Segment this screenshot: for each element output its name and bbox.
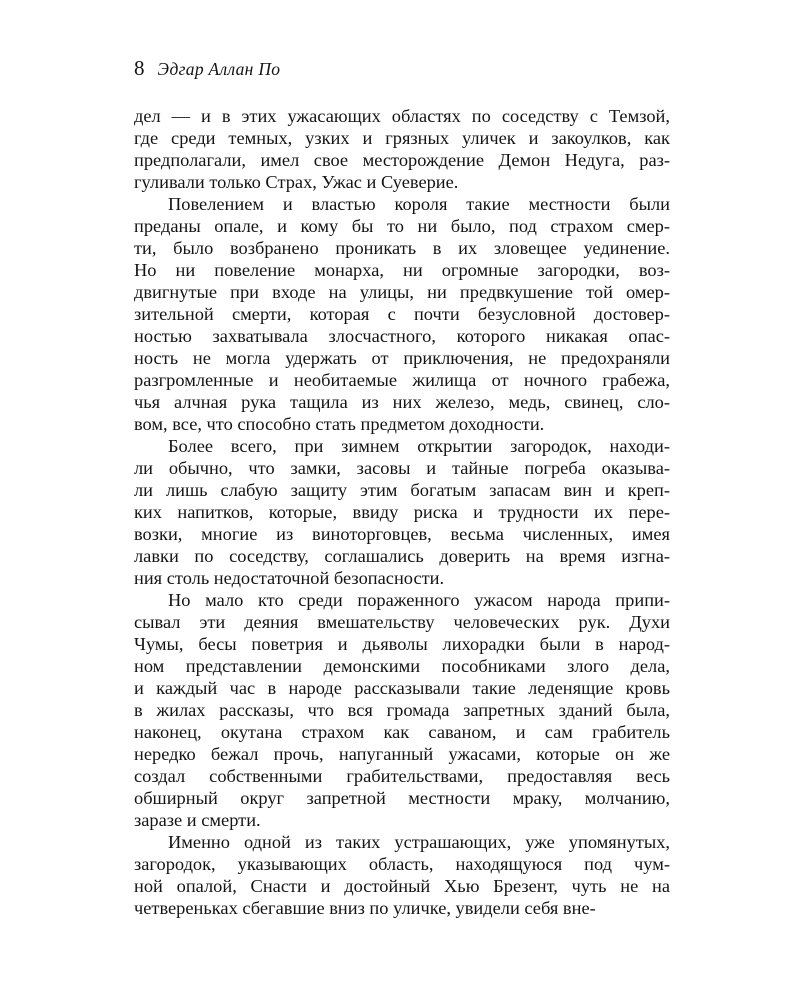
text-line: Повелением и властью короля такие местности были — [168, 194, 670, 214]
text-line: дел — и в этих ужасающих областях по соседству с Темзой, — [134, 106, 670, 126]
text-line: в жилах рассказы, что вся громада запретных зданий была, — [134, 700, 670, 720]
text-line: создал собственными грабительствами, предоставляя весь — [134, 766, 670, 786]
text-line: Более всего, при зимнем открытии загородок, находи- — [168, 436, 670, 456]
text-line: разгромленные и необитаемые жилища от ночного грабежа, — [134, 370, 670, 390]
text-line: преданы опале, и кому бы то ни было, под страхом смер- — [134, 216, 670, 236]
book-page — [134, 56, 670, 919]
text-line: ти, было возбранено проникать в их зловещее уединение. — [134, 238, 670, 258]
text-line: где среди темных, узких и грязных уличек и закоулков, как — [134, 128, 670, 148]
text-line: ких напитков, которые, ввиду риска и трудности их пере- — [134, 502, 670, 522]
text-line: возки, многие из виноторговцев, весьма численных, имея — [134, 524, 670, 544]
text-line: зительной смерти, которая с почти безусловной достовер- — [134, 304, 670, 324]
text-line: ния столь недостаточной безопасности. — [134, 568, 445, 588]
text-line: ли обычно, что замки, засовы и тайные погреба оказыва- — [134, 458, 670, 478]
text-line: ность не могла удержать от приключения, не предохраняли — [134, 348, 670, 368]
page-number: 8 — [134, 56, 145, 80]
text-line: чья алчная рука тащила из них железо, медь, свинец, сло- — [134, 392, 670, 412]
text-line: ностью захватывала злосчастного, которого никакая опас- — [134, 326, 670, 346]
text-line: Чумы, бесы поветрия и дьяволы лихорадки были в народ- — [134, 634, 670, 654]
text-line: двигнутые при входе на улицы, ни предвкушение той омер- — [134, 282, 670, 302]
running-header-title: Эдгар Аллан По — [157, 59, 281, 79]
text-line: гуливали только Страх, Ужас и Суеверие. — [134, 172, 459, 192]
text-line: лавки по соседству, соглашались доверить на время изгна- — [134, 546, 670, 566]
text-line: загородок, указывающих область, находящуюся под чум- — [134, 854, 670, 874]
body-text — [134, 105, 670, 919]
text-line: сывал эти деяния вмешательству человеческих рук. Духи — [134, 612, 670, 632]
text-line: вом, все, что способно стать предметом доходности. — [134, 414, 545, 434]
text-line: ной опалой, Снасти и достойный Хью Брезент, чуть не на — [134, 876, 670, 896]
text-line: наконец, окутана страхом как саваном, и сам грабитель — [134, 722, 670, 742]
text-line: ном представлении демонскими пособниками злого дела, — [134, 656, 670, 676]
text-line: нередко бежал прочь, напуганный ужасами, которые он же — [134, 744, 670, 764]
running-header — [134, 56, 670, 81]
text-line: ли лишь слабую защиту этим богатым запасам вин и креп- — [134, 480, 670, 500]
text-line: четвереньках сбегавшие вниз по уличке, увидели себя вне- — [134, 898, 596, 918]
text-line: обширный округ запретной местности мраку, молчанию, — [134, 788, 670, 808]
text-line: предполагали, имел свое месторождение Демон Недуга, раз- — [134, 150, 670, 170]
text-line: Но ни повеление монарха, ни огромные загородки, воз- — [134, 260, 670, 280]
text-line: Именно одной из таких устрашающих, уже упомянутых, — [168, 832, 670, 852]
text-line: и каждый час в народе рассказывали такие леденящие кровь — [134, 678, 670, 698]
text-line: заразе и смерти. — [134, 810, 261, 830]
text-line: Но мало кто среди пораженного ужасом народа припи- — [168, 590, 670, 610]
